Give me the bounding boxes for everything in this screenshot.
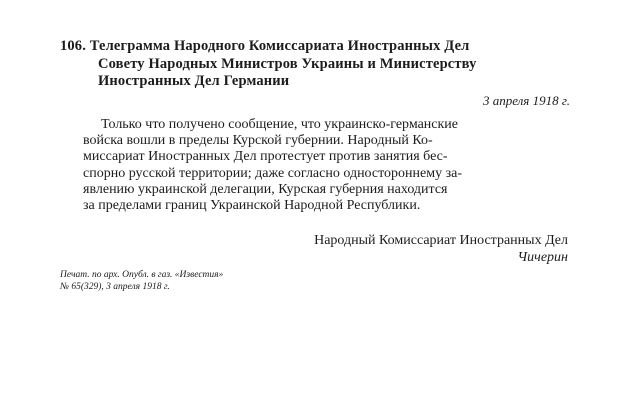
body-line-5: явлению украинской делегации, Курская губерния находится xyxy=(83,181,448,197)
body-line-1: Только что получено сообщение, что украинско-германские xyxy=(101,117,459,132)
signature-organization: Народный Комиссариат Иностранных Дел xyxy=(314,233,568,248)
footnote-line-1: Печат. по арх. Опубл. в газ. «Известия» xyxy=(60,270,224,280)
heading-text-1: Телеграмма Народного Комиссариата Иностранных Дел xyxy=(89,38,470,54)
heading-line-3: Иностранных Дел Германии xyxy=(98,73,290,89)
telegram-body xyxy=(83,117,573,214)
body-line-3: миссариат Иностранных Дел протестует против занятия бес- xyxy=(83,149,448,165)
source-footnote xyxy=(60,270,223,293)
body-line-4: спорно русской территории; даже согласно одностороннему за- xyxy=(83,165,463,181)
footnote-line-2: № 65(329), 3 апреля 1918 г. xyxy=(60,281,170,292)
heading-line-1 xyxy=(60,38,572,56)
body-line-6: за пределами границ Украинской Народной Республики. xyxy=(83,198,421,214)
document-date: 3 апреля 1918 г. xyxy=(482,93,570,108)
body-line-2: войска вошли в пределы Курской губернии. Народный Ко- xyxy=(83,133,433,149)
document-number: 106. xyxy=(60,38,86,54)
document-heading xyxy=(60,38,572,91)
heading-line-2: Совету Народных Министров Украины и Министерству xyxy=(98,55,477,72)
signature-name: Чичерин xyxy=(517,250,568,265)
